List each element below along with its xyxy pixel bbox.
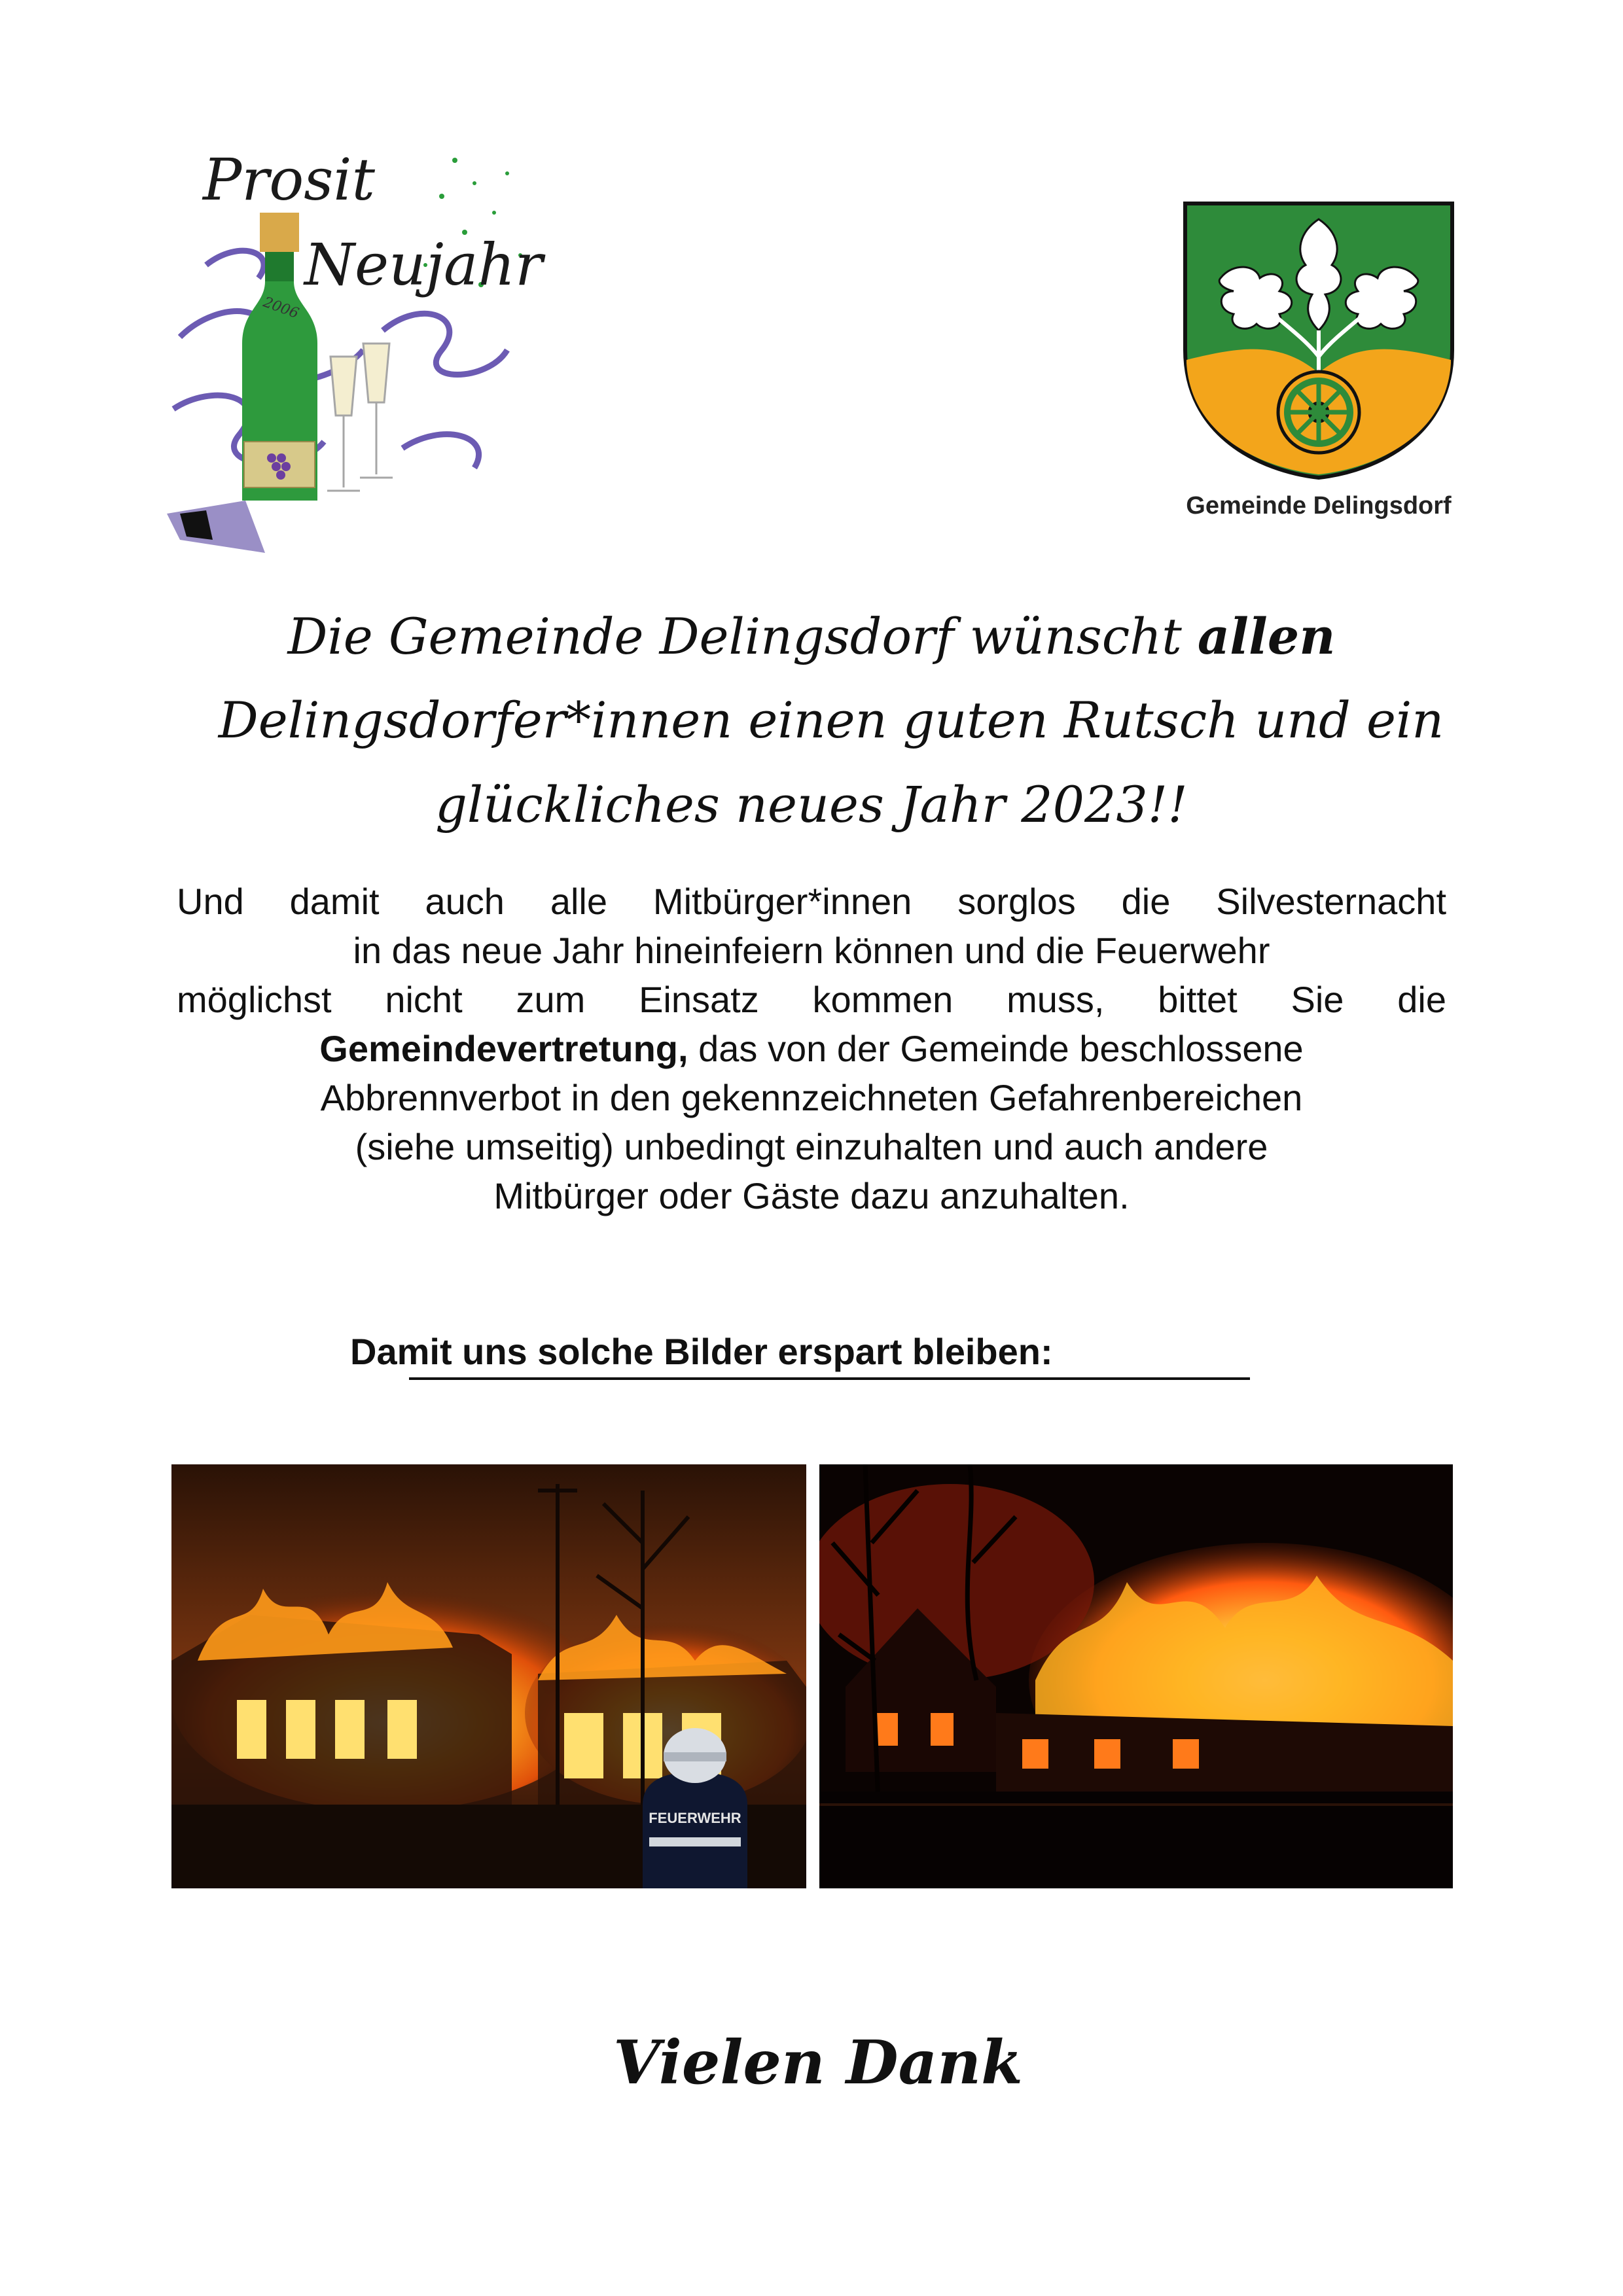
greeting-line-1	[196, 607, 1427, 665]
fire-photo-1	[171, 1464, 806, 1888]
fire-photo-2	[819, 1464, 1453, 1888]
body-line-5: Abbrennverbot in den gekennzeichneten Gefahrenbereichen	[320, 1077, 1303, 1118]
logo-line2: Neujahr	[304, 231, 543, 298]
greeting-emphasis: allen	[1197, 607, 1336, 665]
firefighter-helmet-label: FEUERWEHR	[649, 1810, 741, 1826]
burning-building-icon	[171, 1464, 806, 1888]
body-emphasis: Gemeindevertretung,	[319, 1028, 688, 1069]
oak-leaf-wheel-icon	[1181, 200, 1456, 481]
body-line-4-rest: das von der Gemeinde beschlossene	[688, 1028, 1304, 1069]
greeting-line-3: glückliches neues Jahr 2023!!	[435, 775, 1188, 834]
champagne-bottle-icon	[167, 134, 560, 553]
body-line-7: Mitbürger oder Gäste dazu anzuhalten.	[493, 1175, 1130, 1216]
logo-line1: Prosit	[203, 146, 375, 213]
prosit-neujahr-logo	[167, 134, 560, 553]
body-line-6: (siehe umseitig) unbedingt einzuhalten und auch andere	[355, 1126, 1268, 1167]
coat-of-arms-caption: Gemeinde Delingsdorf	[1186, 492, 1452, 520]
body-line-4	[177, 1024, 1446, 1073]
body-paragraph	[177, 877, 1446, 1220]
subheading: Damit uns solche Bilder erspart bleiben:	[350, 1331, 1053, 1372]
closing-thanks: Vielen Dank	[613, 2027, 1023, 2098]
bottle-year-label: 2006	[260, 294, 301, 323]
burning-house-icon	[819, 1464, 1453, 1888]
body-line-1: Und damit auch alle Mitbürger*innen sorglos die Silvesternacht	[177, 881, 1446, 922]
greeting-line-1-text: Die Gemeinde Delingsdorf wünscht	[287, 607, 1198, 665]
subheading-underline	[409, 1377, 1250, 1380]
body-line-3: möglichst nicht zum Einsatz kommen muss, bittet Sie die	[177, 979, 1446, 1020]
coat-of-arms	[1181, 200, 1456, 527]
body-line-2: in das neue Jahr hineinfeiern können und die Feuerwehr	[353, 930, 1270, 971]
greeting-line-2: Delingsdorfer*innen einen guten Rutsch und ein	[218, 691, 1444, 749]
